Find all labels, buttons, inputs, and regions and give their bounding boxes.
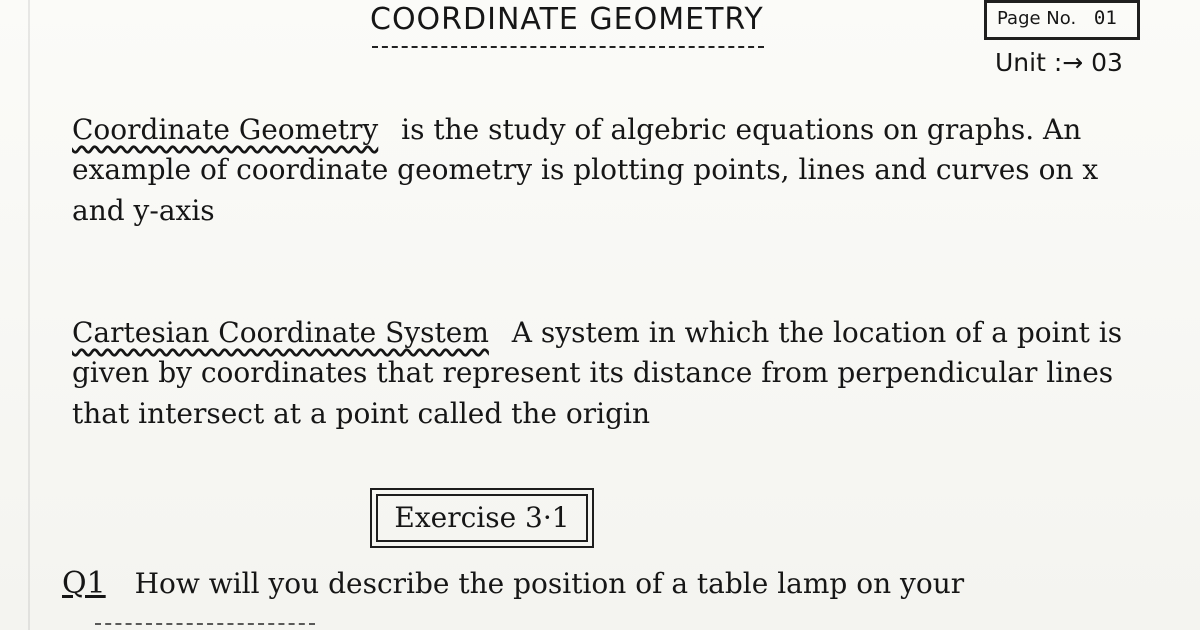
exercise-heading-box — [370, 488, 594, 548]
margin-line — [28, 0, 30, 630]
partial-next-line — [95, 623, 315, 628]
exercise-heading: Exercise 3·1 — [376, 494, 588, 542]
page-title: COORDINATE GEOMETRY — [370, 2, 764, 37]
unit-label: Unit :→ 03 — [995, 48, 1123, 77]
page-number-value: 01 — [1093, 7, 1117, 29]
question-label: Q1 — [62, 566, 106, 601]
definition-paragraph-2 — [72, 313, 1142, 434]
definition-term-2: Cartesian Coordinate System — [72, 316, 489, 349]
page-number-box — [984, 0, 1140, 40]
page-number-label: Page No. — [997, 8, 1077, 29]
question-text: How will you describe the position of a table lamp on your — [134, 567, 965, 600]
definition-text-2: A system in which the location of a point is given by coordinates that represent its distance from perpendicular lines that intersect at a point called the origin — [72, 316, 1123, 430]
title-underline — [372, 38, 764, 48]
question-line — [62, 566, 1162, 601]
definition-paragraph — [72, 110, 1142, 231]
definition-term: Coordinate Geometry — [72, 113, 379, 146]
definition-text: is the study of algebric equations on graphs. An example of coordinate geometry is plotting points, lines and curves on x and y-axis — [72, 113, 1099, 227]
